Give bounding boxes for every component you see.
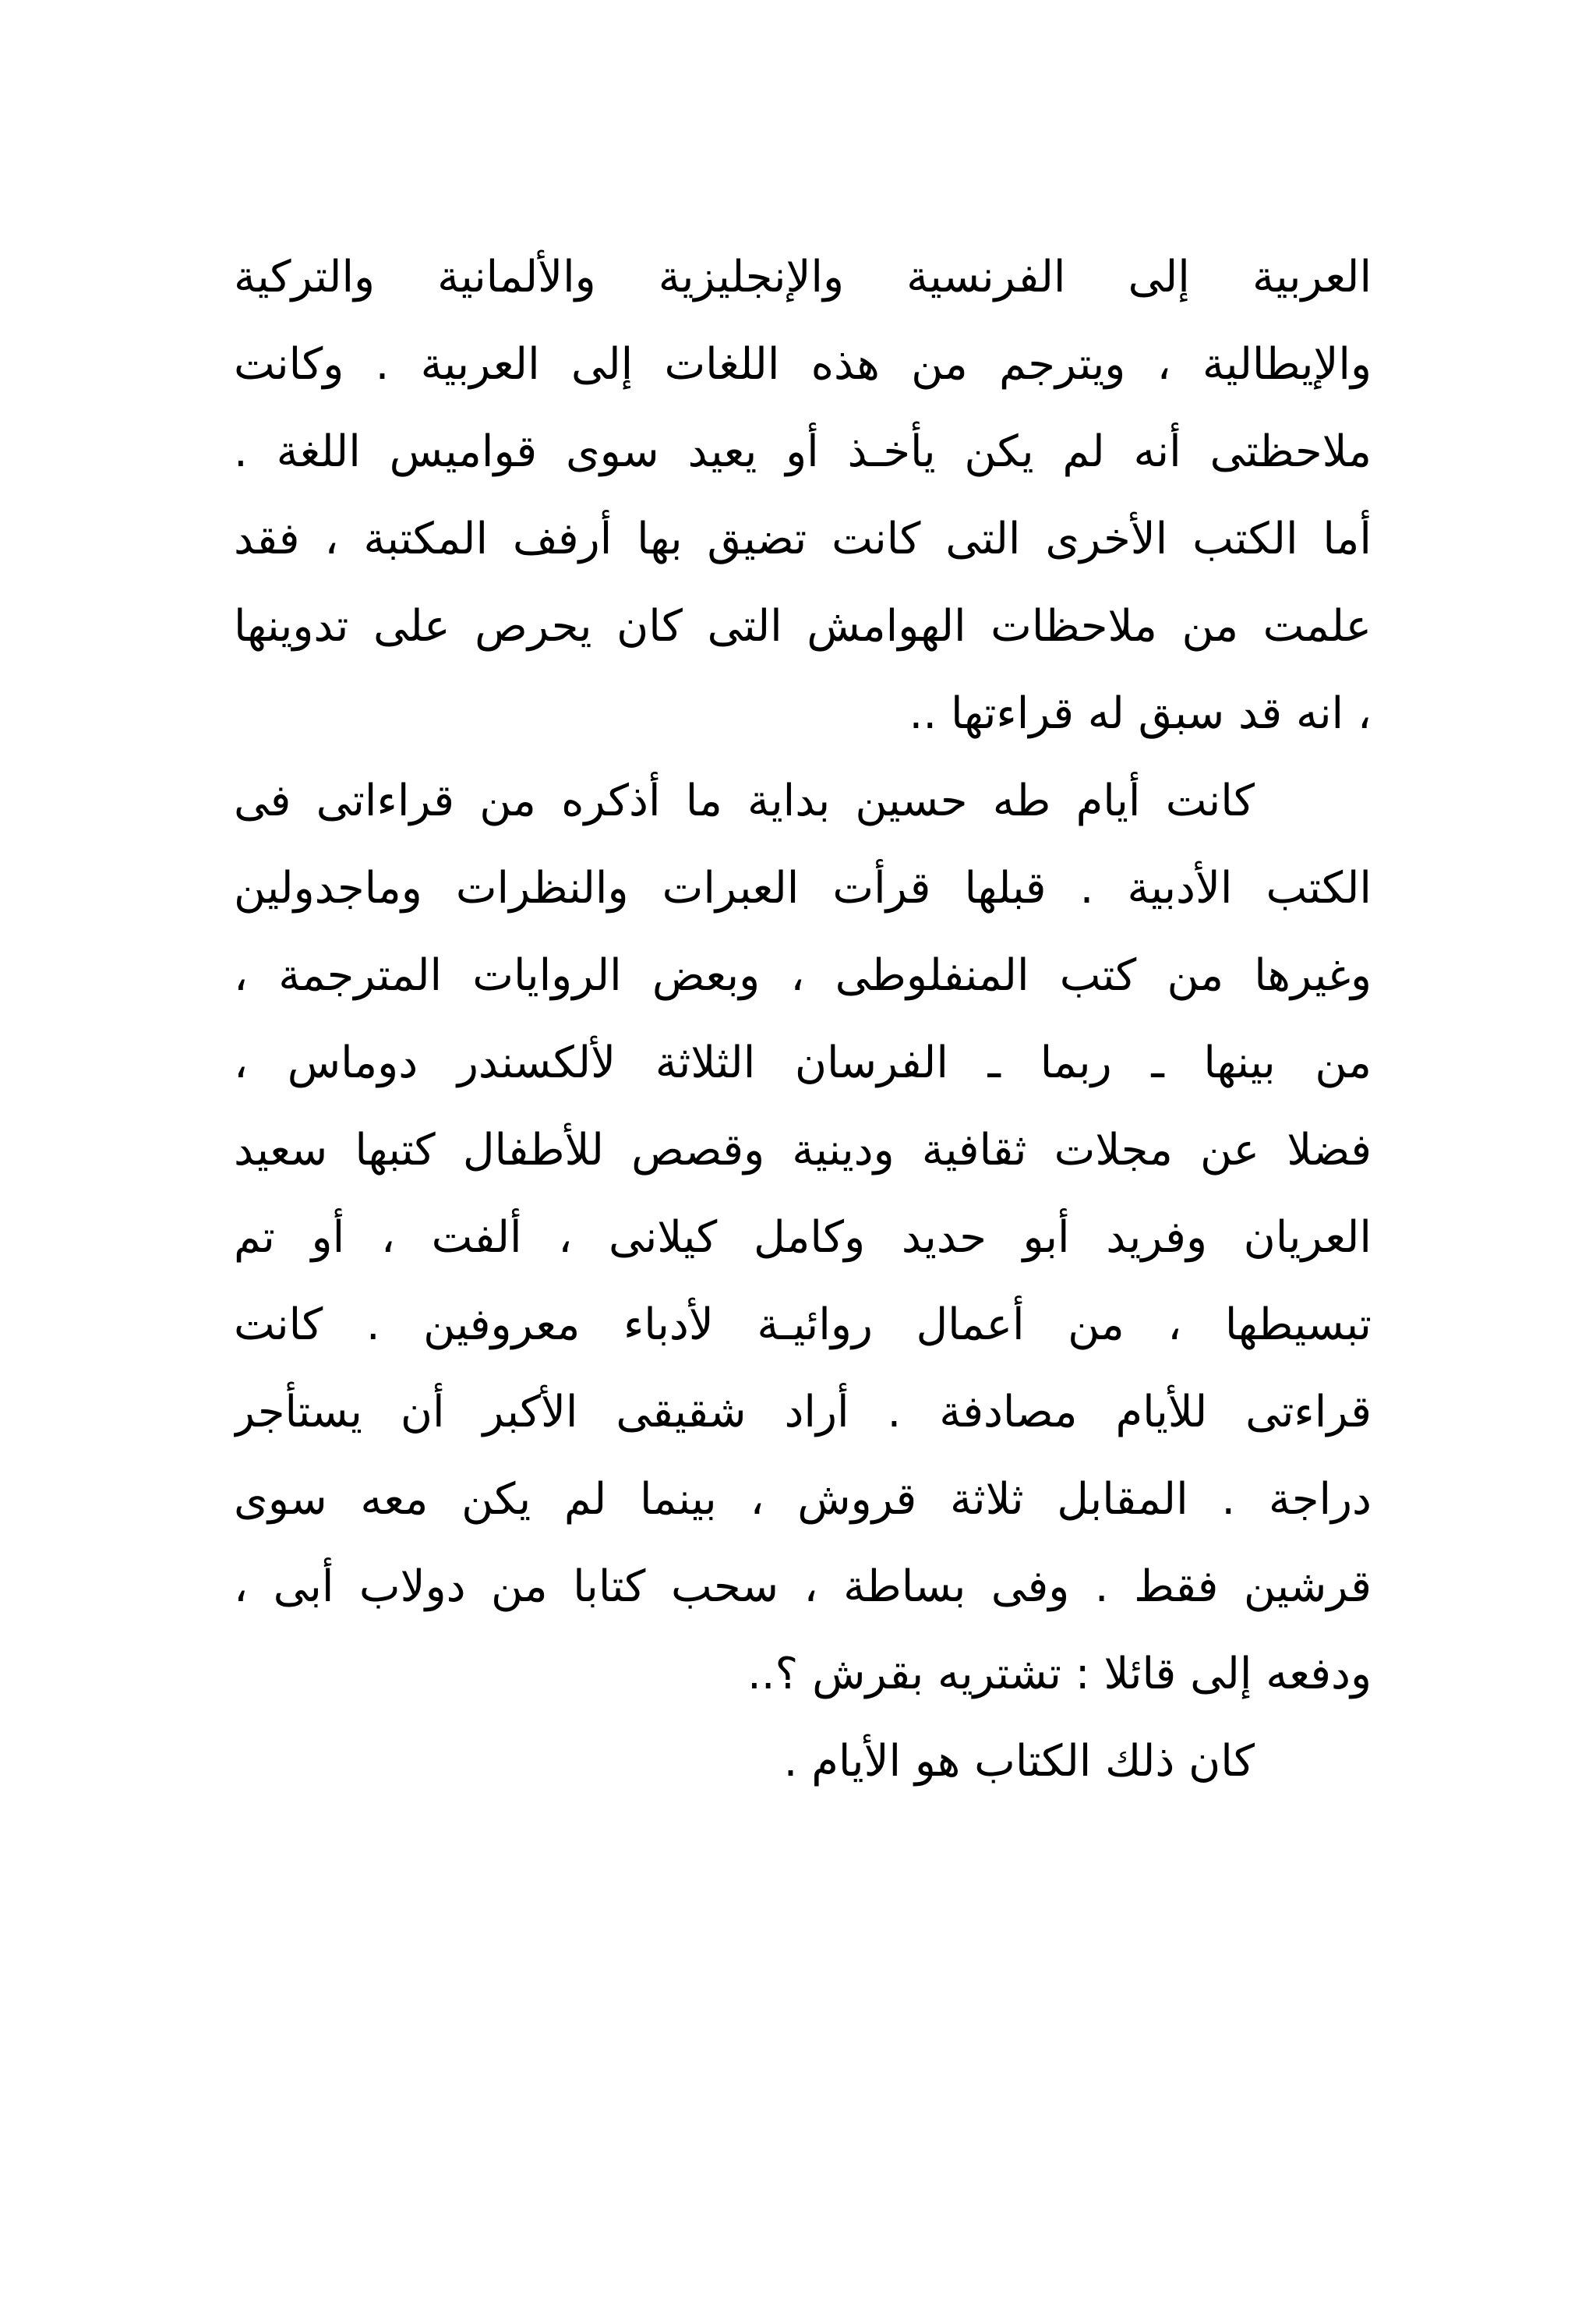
paragraph-first-line: كانت أيام طه حسين بداية ما أذكره من قراءاتى فى	[234, 776, 1255, 826]
text-line: وغيرها من كتب المنفلوطى ، وبعض الروايات المترجمة ،	[234, 950, 1372, 1001]
text-line: تبسيطها ، من أعمال روائيـة لأدباء معروفين . كانت	[234, 1299, 1372, 1350]
text-line: أما الكتب الأخرى التى كانت تضيق بها أرفف المكتبة ، فقد	[234, 514, 1372, 564]
text-line: الكتب الأدبية . قبلها قرأت العبرات والنظرات وماجدولين	[234, 863, 1372, 914]
text-line: قرشين فقط . وفى بساطة ، سحب كتابا من دولاب أبى ،	[234, 1561, 1372, 1612]
text-line: العريان وفريد أبو حديد وكامل كيلانى ، ألفت ، أو تم	[234, 1212, 1372, 1263]
text-line: قراءتى للأيام مصادفة . أراد شقيقى الأكبر أن يستأجر	[234, 1387, 1372, 1437]
body-text	[234, 234, 1372, 1805]
text-line: فضلا عن مجلات ثقافية ودينية وقصص للأطفال كتبها سعيد	[234, 1125, 1372, 1175]
paragraph-first-line: كان ذلك الكتاب هو الأيام .	[783, 1736, 1255, 1787]
text-line: العربية إلى الفرنسية والإنجليزية والألمانية والتركية	[234, 252, 1372, 302]
text-line: علمت من ملاحظات الهوامش التى كان يحرص على تدوينها	[234, 601, 1372, 652]
text-line: من بينها ـ ربما ـ الفرسان الثلاثة لألكسندر دوماس ،	[234, 1038, 1372, 1088]
text-line: ملاحظتى أنه لم يكن يأخـذ أو يعيد سوى قواميس اللغة .	[234, 426, 1372, 477]
text-line: ودفعه إلى قائلا : تشتريه بقرش ؟..	[747, 1649, 1372, 1699]
text-line: دراجة . المقابل ثلاثة قروش ، بينما لم يكن معه سوى	[234, 1474, 1372, 1525]
text-line: ، انه قد سبق له قراءتها ..	[909, 688, 1372, 739]
text-line: والإيطالية ، ويترجم من هذه اللغات إلى العربية . وكانت	[234, 339, 1372, 390]
